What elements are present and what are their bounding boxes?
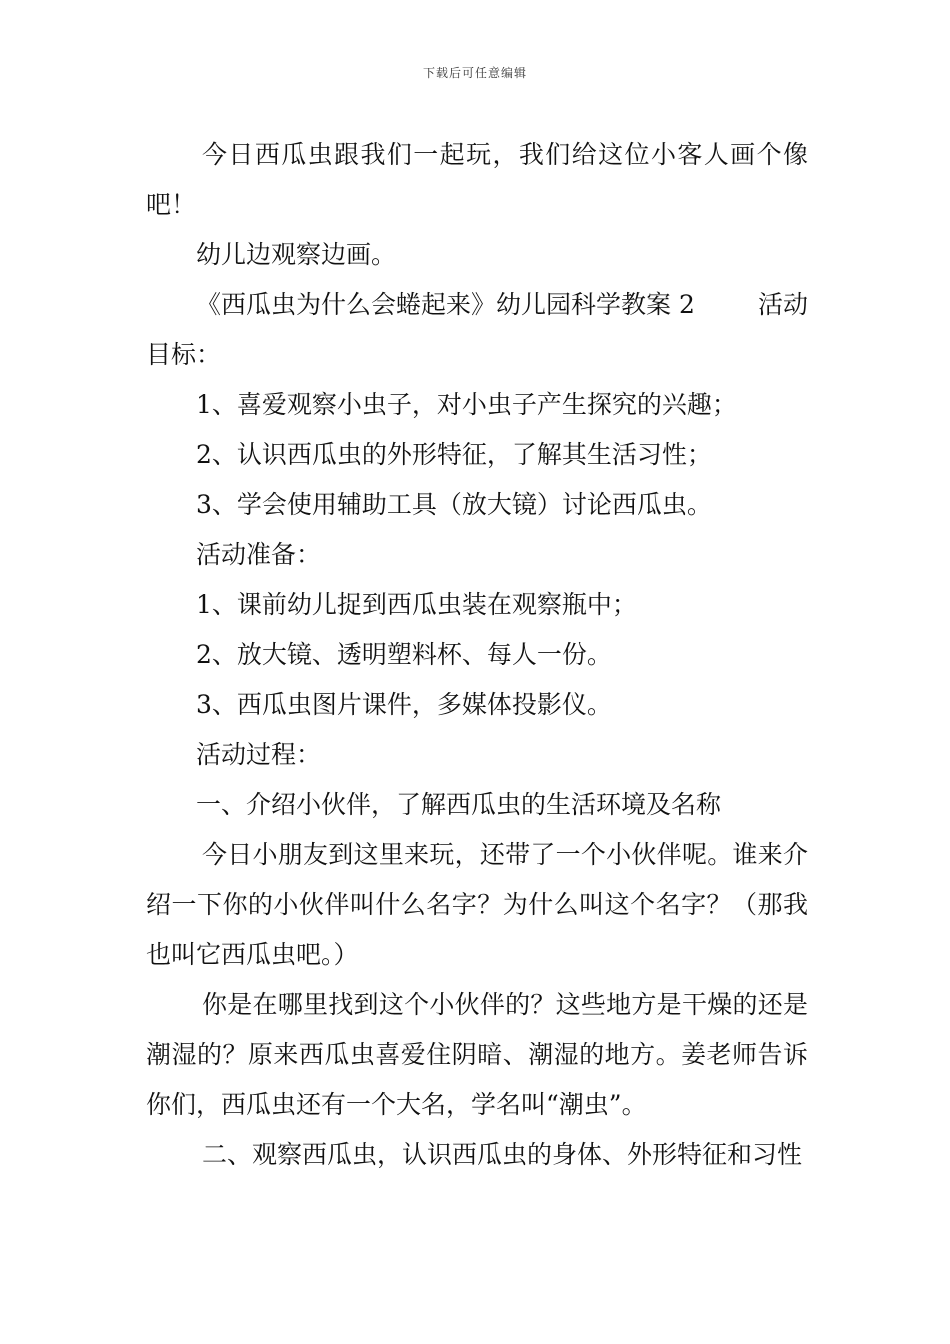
lesson-title: 《西瓜虫为什么会蜷起来》幼儿园科学教案 2 <box>196 290 695 319</box>
paragraph-habitat: 你是在哪里找到这个小伙伴的？这些地方是干燥的还是潮湿的？原来西瓜虫喜爱住阴暗、潮湿的地方。姜老师告诉你们，西瓜虫还有一个大名，学名叫“潮虫”。 <box>146 990 808 1119</box>
page-header-note: 下载后可任意编辑 <box>422 66 527 80</box>
section-label-goals: 目标： <box>146 340 222 369</box>
goal-item-3: 3、学会使用辅助工具（放大镜）讨论西瓜虫。 <box>196 490 712 519</box>
preparation-item-2: 2、放大镜、透明塑料杯、每人一份。 <box>196 640 612 669</box>
process-step-1: 一、介绍小伙伴，了解西瓜虫的生活环境及名称 <box>196 790 722 819</box>
paragraph-children-draw: 幼儿边观察边画。 <box>196 240 397 269</box>
paragraph-draw-portrait: 今日西瓜虫跟我们一起玩，我们给这位小客人画个像吧！ <box>146 140 808 219</box>
goal-item-1: 1、喜爱观察小虫子，对小虫子产生探究的兴趣； <box>196 390 737 419</box>
preparation-item-1: 1、课前幼儿捉到西瓜虫装在观察瓶中； <box>196 590 637 619</box>
paragraph-introduce-friend: 今日小朋友到这里来玩，还带了一个小伙伴呢。谁来介绍一下你的小伙伴叫什么名字？为什么叫这个名字？（那我也叫它西瓜虫吧。） <box>146 840 808 969</box>
lesson-title-line <box>146 280 808 330</box>
preparation-item-3: 3、西瓜虫图片课件，多媒体投影仪。 <box>196 690 612 719</box>
section-label-activity: 活动 <box>757 290 808 319</box>
preparation-heading: 活动准备： <box>196 540 322 569</box>
process-step-2: 二、观察西瓜虫，认识西瓜虫的身体、外形特征和习性 <box>202 1140 803 1169</box>
goal-item-2: 2、认识西瓜虫的外形特征，了解其生活习性； <box>196 440 712 469</box>
process-heading: 活动过程： <box>196 740 322 769</box>
document-body <box>146 130 808 1180</box>
